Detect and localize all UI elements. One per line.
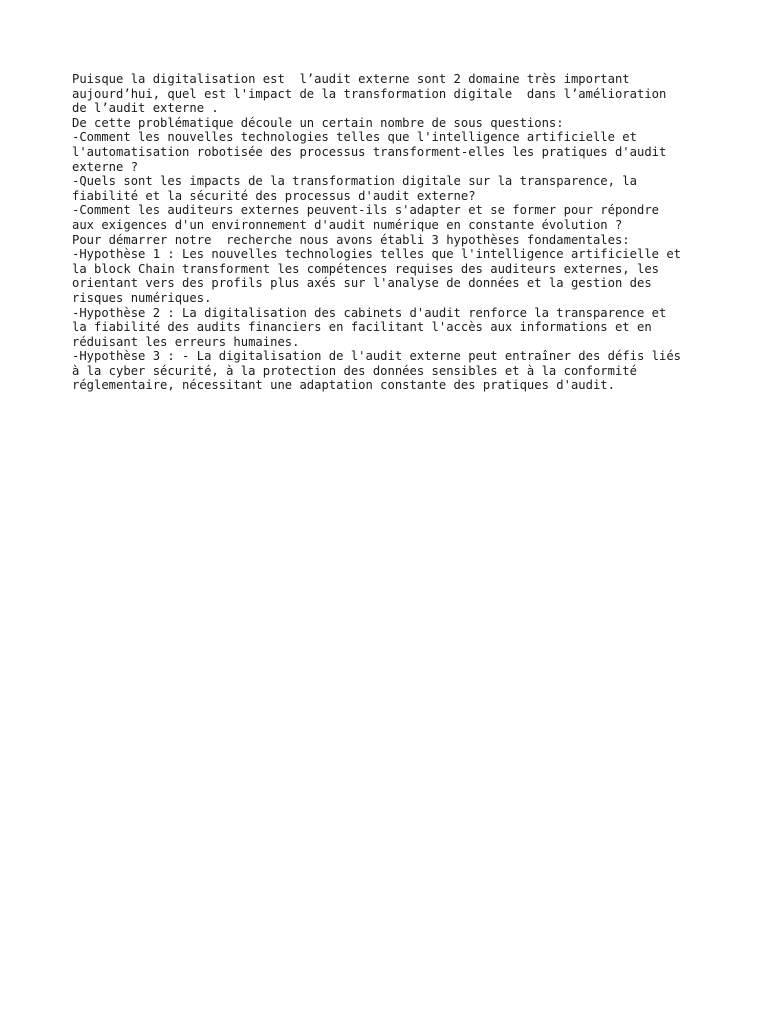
- text-line: la fiabilité des audits financiers en facilitant l'accès aux informations et en: [72, 320, 652, 335]
- text-line: l'automatisation robotisée des processus transforment-elles les pratiques d'audit: [72, 144, 667, 159]
- text-line: réduisant les erreurs humaines.: [72, 334, 300, 349]
- text-line: réglementaire, nécessitant une adaptation constante des pratiques d'audit.: [72, 378, 615, 393]
- document-body: [72, 72, 712, 393]
- text-line: de l’audit externe .: [72, 101, 219, 116]
- text-line: -Hypothèse 1 : Les nouvelles technologies telles que l'intelligence artificielle et: [72, 247, 682, 262]
- text-line: -Quels sont les impacts de la transformation digitale sur la transparence, la: [72, 174, 637, 189]
- text-line: -Comment les nouvelles technologies telles que l'intelligence artificielle et: [72, 130, 637, 145]
- text-line: aux exigences d'un environnement d'audit numérique en constante évolution ?: [72, 217, 623, 232]
- text-line: Pour démarrer notre recherche nous avons établi 3 hypothèses fondamentales:: [72, 232, 630, 247]
- text-line: -Hypothèse 2 : La digitalisation des cabinets d'audit renforce la transparence et: [72, 305, 667, 320]
- text-line: externe ?: [72, 159, 139, 174]
- text-line: à la cyber sécurité, à la protection des données sensibles et à la conformité: [72, 363, 637, 378]
- text-line: risques numériques.: [72, 290, 212, 305]
- text-line: -Hypothèse 3 : - La digitalisation de l'audit externe peut entraîner des défis liés: [72, 349, 682, 364]
- text-line: De cette problématique découle un certain nombre de sous questions:: [72, 115, 564, 130]
- text-line: aujourd’hui, quel est l'impact de la transformation digitale dans l’amélioration: [72, 86, 667, 101]
- text-line: -Comment les auditeurs externes peuvent-ils s'adapter et se former pour répondre: [72, 203, 659, 218]
- text-line: fiabilité et la sécurité des processus d'audit externe?: [72, 188, 476, 203]
- text-line: orientant vers des profils plus axés sur l'analyse de données et la gestion des: [72, 276, 652, 291]
- text-line: la block Chain transforment les compétences requises des auditeurs externes, les: [72, 261, 659, 276]
- text-line: Puisque la digitalisation est l’audit externe sont 2 domaine très important: [72, 72, 630, 86]
